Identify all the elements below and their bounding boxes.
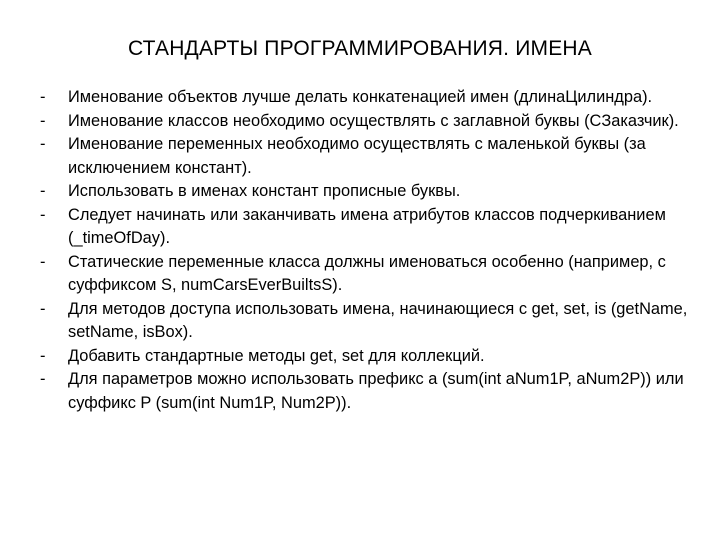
- bullet-text: Следует начинать или заканчивать имена атрибутов классов подчеркиванием (_timeOfDay).: [68, 205, 666, 247]
- slide-title: СТАНДАРТЫ ПРОГРАММИРОВАНИЯ. ИМЕНА: [127, 37, 592, 60]
- bullet-text: Именование переменных необходимо осуществлять с маленькой буквы (за исключением констант).: [68, 135, 646, 177]
- bullet-item: [40, 251, 700, 298]
- bullet-marker: -: [40, 252, 46, 271]
- bullet-marker: -: [40, 135, 46, 153]
- bullet-text: Именование классов необходимо осуществлять с заглавной буквы (CЗаказчик).: [68, 111, 679, 130]
- bullet-text: Именование объектов лучше делать конкатенацией имен (длинаЦилиндра).: [68, 88, 653, 106]
- bullet-text: Статические переменные класса должны именоваться особенно (например, с суффиксом S, numCarsEverBuiltsS).: [68, 252, 666, 294]
- bullet-item: [40, 86, 700, 110]
- bullet-marker: -: [40, 205, 46, 224]
- bullet-text: Добавить стандартные методы get, set для коллекций.: [68, 346, 485, 365]
- bullet-marker: -: [40, 111, 46, 130]
- bullet-marker: -: [40, 299, 46, 318]
- bullet-item: [40, 133, 700, 180]
- bullet-item: [40, 110, 700, 134]
- bullet-text: Для методов доступа использовать имена, начинающиеся с get, set, is (getName, setName, isBox).: [68, 299, 688, 341]
- bullet-list: [40, 86, 700, 415]
- bullet-item: [40, 298, 700, 345]
- bullet-marker: -: [40, 370, 46, 388]
- bullet-marker: -: [40, 182, 46, 200]
- bullet-item: [40, 345, 700, 369]
- bullet-item: [40, 180, 700, 204]
- bullet-text: Использовать в именах констант прописные буквы.: [68, 182, 461, 200]
- bullet-text: Для параметров можно использовать префикс a (sum(int aNum1P, aNum2P)) или суффикс P (sum(int Num1P, Num2P)).: [68, 370, 684, 412]
- bullet-item: [40, 204, 700, 251]
- bullet-marker: -: [40, 346, 46, 365]
- bullet-marker: -: [40, 88, 46, 106]
- bullet-item: [40, 368, 700, 415]
